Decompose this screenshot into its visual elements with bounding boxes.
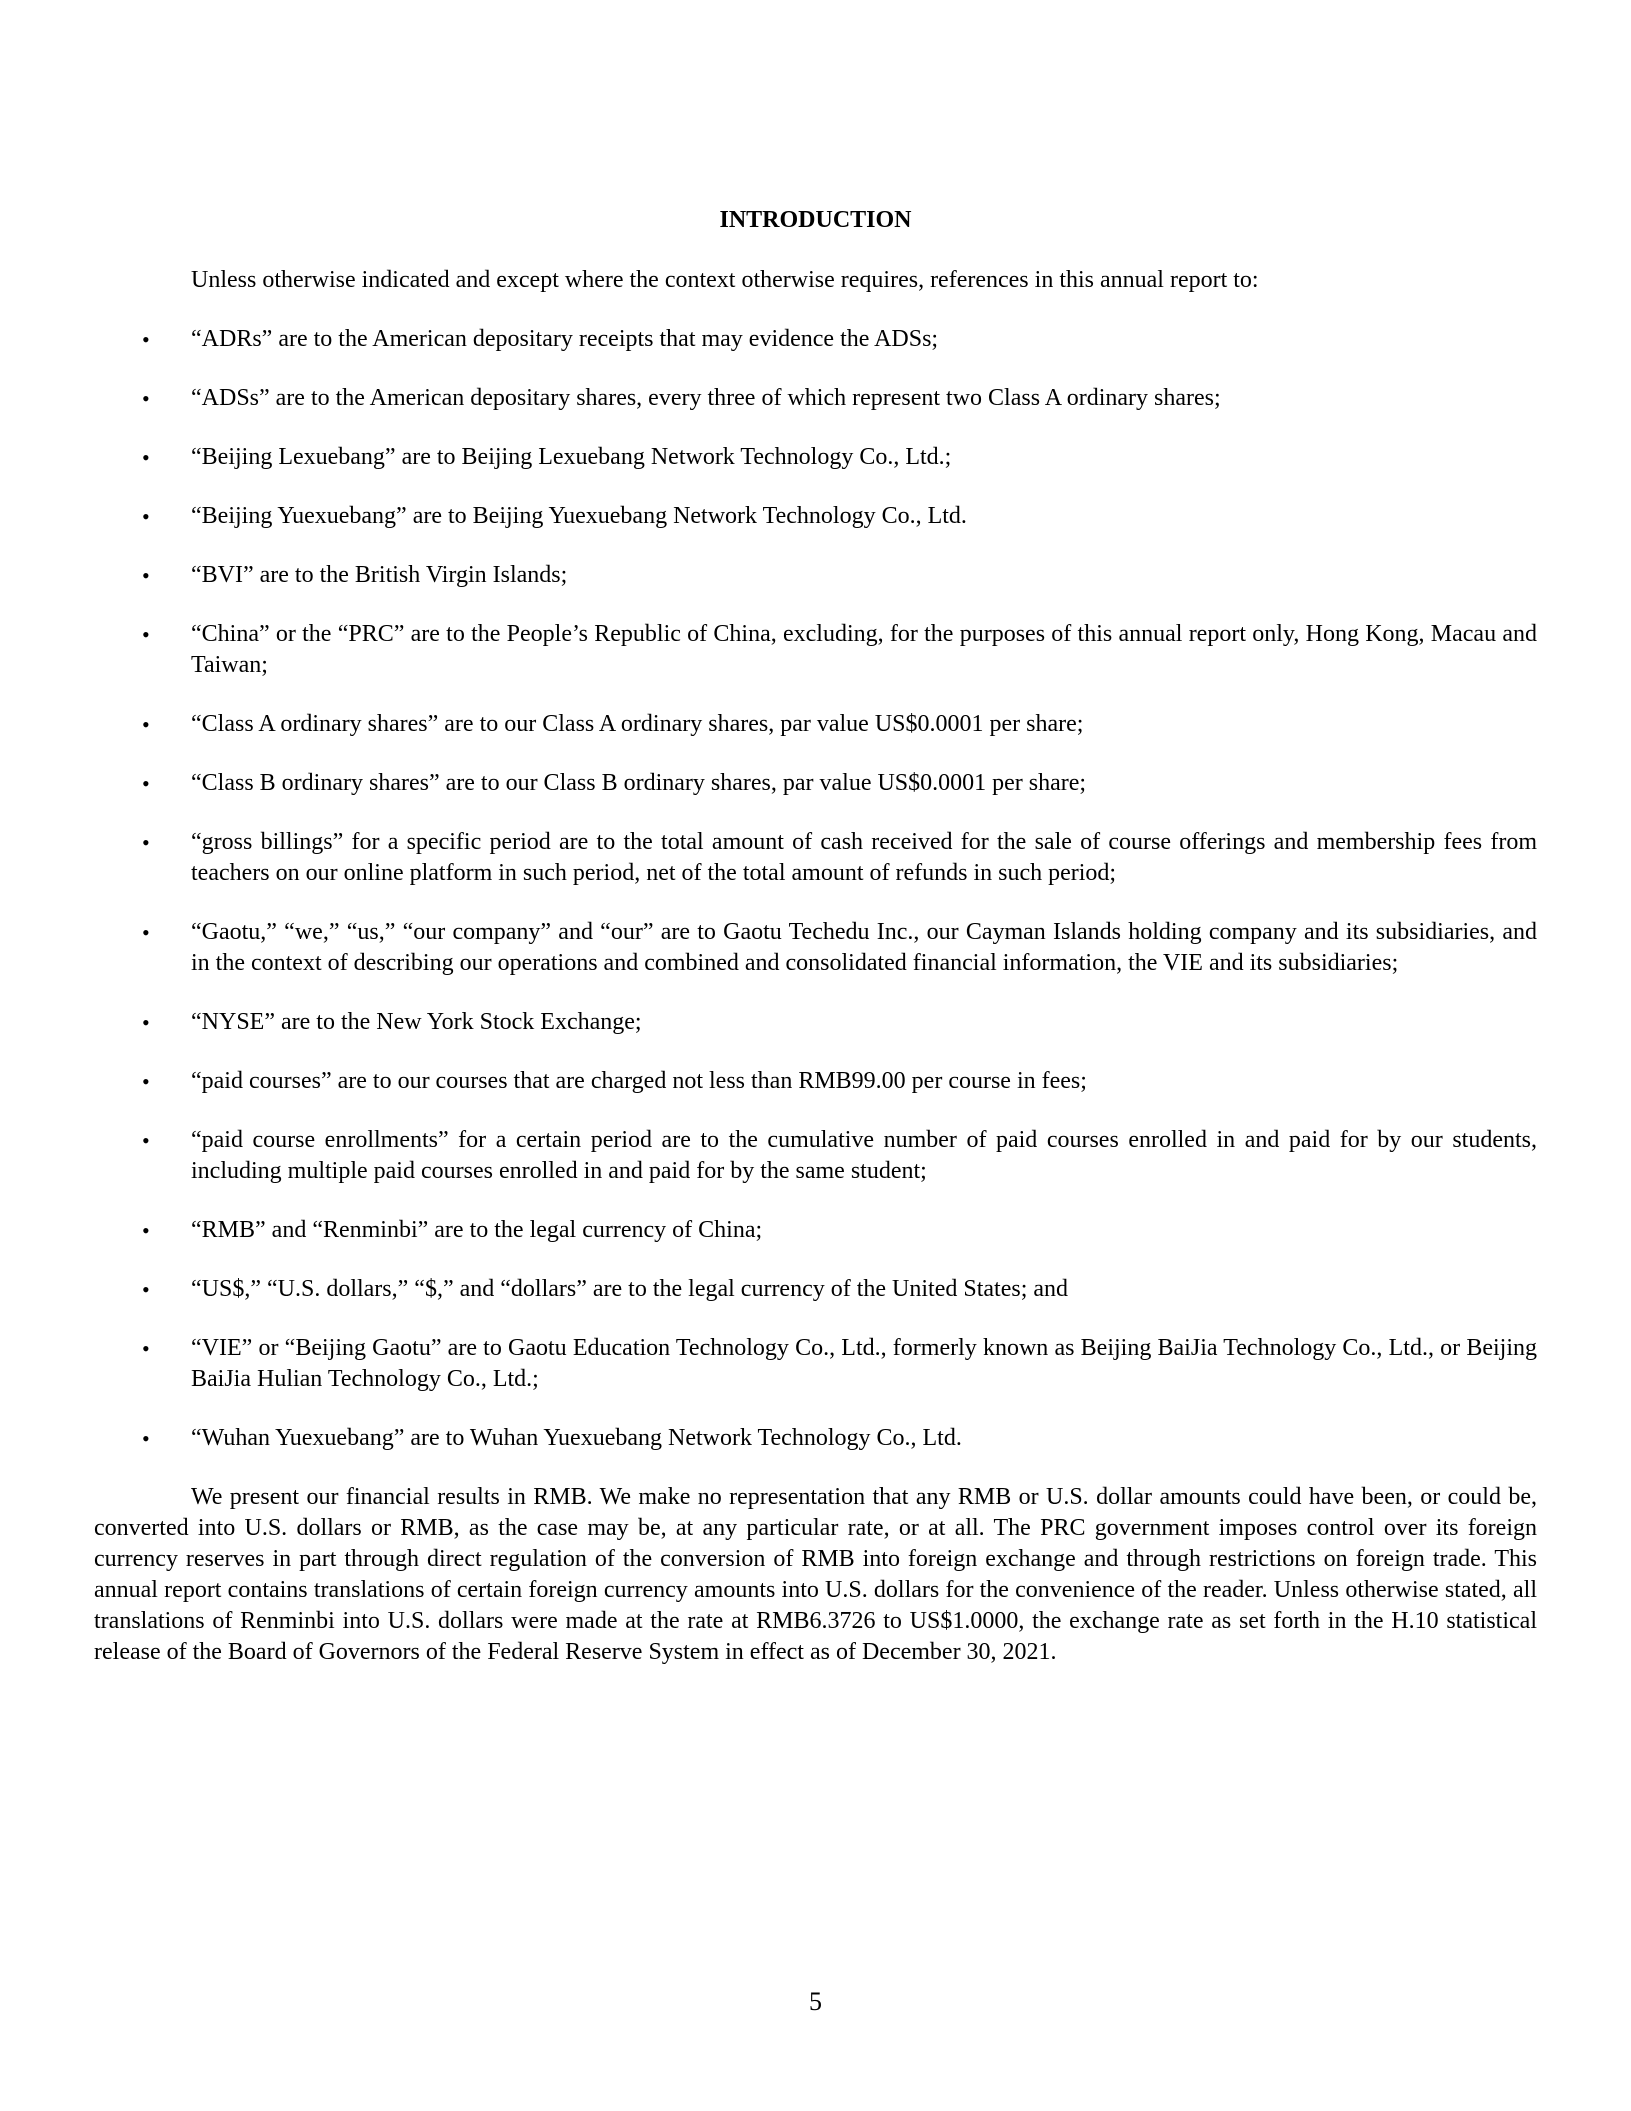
definition-item [94, 917, 1537, 979]
definition-item [94, 560, 1537, 591]
bullet-icon: • [142, 1069, 150, 1094]
definition-text: “VIE” or “Beijing Gaotu” are to Gaotu Education Technology Co., Ltd., formerly known as Beijing BaiJia Technology Co., Ltd., or Beijing BaiJia Hulian Technology Co., Ltd.; [191, 1335, 1537, 1392]
definition-item [94, 1274, 1537, 1305]
definition-item [94, 1333, 1537, 1395]
bullet-icon: • [142, 1277, 150, 1302]
definition-text: “Class B ordinary shares” are to our Class B ordinary shares, par value US$0.0001 per share; [191, 770, 1087, 796]
definition-item [94, 324, 1537, 355]
bullet-icon: • [142, 1218, 150, 1243]
definition-text: “US$,” “U.S. dollars,” “$,” and “dollars” are to the legal currency of the United States; and [191, 1276, 1069, 1302]
definition-text: “BVI” are to the British Virgin Islands; [191, 562, 568, 588]
definition-item [94, 827, 1537, 889]
definition-text: “NYSE” are to the New York Stock Exchange; [191, 1009, 642, 1035]
definition-text: “ADRs” are to the American depositary receipts that may evidence the ADSs; [191, 326, 939, 352]
definition-item [94, 768, 1537, 799]
currency-paragraph: We present our financial results in RMB. We make no representation that any RMB or U.S. dollar amounts could have been, or could be, converted into U.S. dollars or RMB, as the case may be, at any particular rate, or at all. The PRC government imposes control over its foreign currency reserves in part through direct regulation of the conversion of RMB into foreign exchange and through restrictions on foreign trade. This annual report contains translations of certain foreign currency amounts into U.S. dollars for the convenience of the reader. Unless otherwise stated, all translations of Renminbi into U.S. dollars were made at the rate at RMB6.3726 to US$1.0000, the exchange rate as set forth in the H.10 statistical release of the Board of Governors of the Federal Reserve System in effect as of December 30, 2021. [94, 1484, 1537, 1665]
definition-item [94, 501, 1537, 532]
page-number: 5 [809, 1987, 822, 2016]
bullet-icon: • [142, 712, 150, 737]
definition-text: “Class A ordinary shares” are to our Class A ordinary shares, par value US$0.0001 per share; [191, 711, 1084, 737]
definition-item [94, 1007, 1537, 1038]
definition-item [94, 1066, 1537, 1097]
definition-item [94, 1125, 1537, 1187]
definition-text: “Gaotu,” “we,” “us,” “our company” and “our” are to Gaotu Techedu Inc., our Cayman Islands holding company and its subsidiaries, and in the context of describing our operations and combined and consolidated financial information, the VIE and its subsidiaries; [191, 919, 1537, 976]
bullet-icon: • [142, 327, 150, 352]
bullet-icon: • [142, 830, 150, 855]
section-title: INTRODUCTION [719, 207, 912, 233]
bullet-icon: • [142, 445, 150, 470]
bullet-icon: • [142, 920, 150, 945]
definition-text: “China” or the “PRC” are to the People’s Republic of China, excluding, for the purposes of this annual report only, Hong Kong, Macau and Taiwan; [191, 621, 1537, 678]
document-page [94, 205, 1537, 1692]
definition-text: “Beijing Yuexuebang” are to Beijing Yuexuebang Network Technology Co., Ltd. [191, 503, 967, 529]
bullet-icon: • [142, 1010, 150, 1035]
definition-item [94, 709, 1537, 740]
bullet-icon: • [142, 622, 150, 647]
bullet-icon: • [142, 504, 150, 529]
definition-text: “paid courses” are to our courses that are charged not less than RMB99.00 per course in fees; [191, 1068, 1087, 1094]
definition-item [94, 1215, 1537, 1246]
definition-text: “ADSs” are to the American depositary shares, every three of which represent two Class A ordinary shares; [191, 385, 1221, 411]
definition-text: “paid course enrollments” for a certain period are to the cumulative number of paid courses enrolled in and paid for by our students, including multiple paid courses enrolled in and paid for by the same student; [191, 1127, 1537, 1184]
definition-text: “gross billings” for a specific period are to the total amount of cash received for the sale of course offerings and membership fees from teachers on our online platform in such period, net of the total amount of refunds in such period; [191, 829, 1537, 886]
bullet-icon: • [142, 563, 150, 588]
definition-item [94, 619, 1537, 681]
bullet-icon: • [142, 1336, 150, 1361]
intro-text: Unless otherwise indicated and except where the context otherwise requires, references in this annual report to: [191, 267, 1259, 293]
definitions-list [94, 324, 1537, 1454]
definition-text: “RMB” and “Renminbi” are to the legal currency of China; [191, 1217, 763, 1243]
definition-item [94, 383, 1537, 414]
definition-item [94, 442, 1537, 473]
bullet-icon: • [142, 386, 150, 411]
definition-item [94, 1423, 1537, 1454]
bullet-icon: • [142, 1128, 150, 1153]
definition-text: “Wuhan Yuexuebang” are to Wuhan Yuexuebang Network Technology Co., Ltd. [191, 1425, 962, 1451]
bullet-icon: • [142, 1426, 150, 1451]
definition-text: “Beijing Lexuebang” are to Beijing Lexuebang Network Technology Co., Ltd.; [191, 444, 952, 470]
bullet-icon: • [142, 771, 150, 796]
